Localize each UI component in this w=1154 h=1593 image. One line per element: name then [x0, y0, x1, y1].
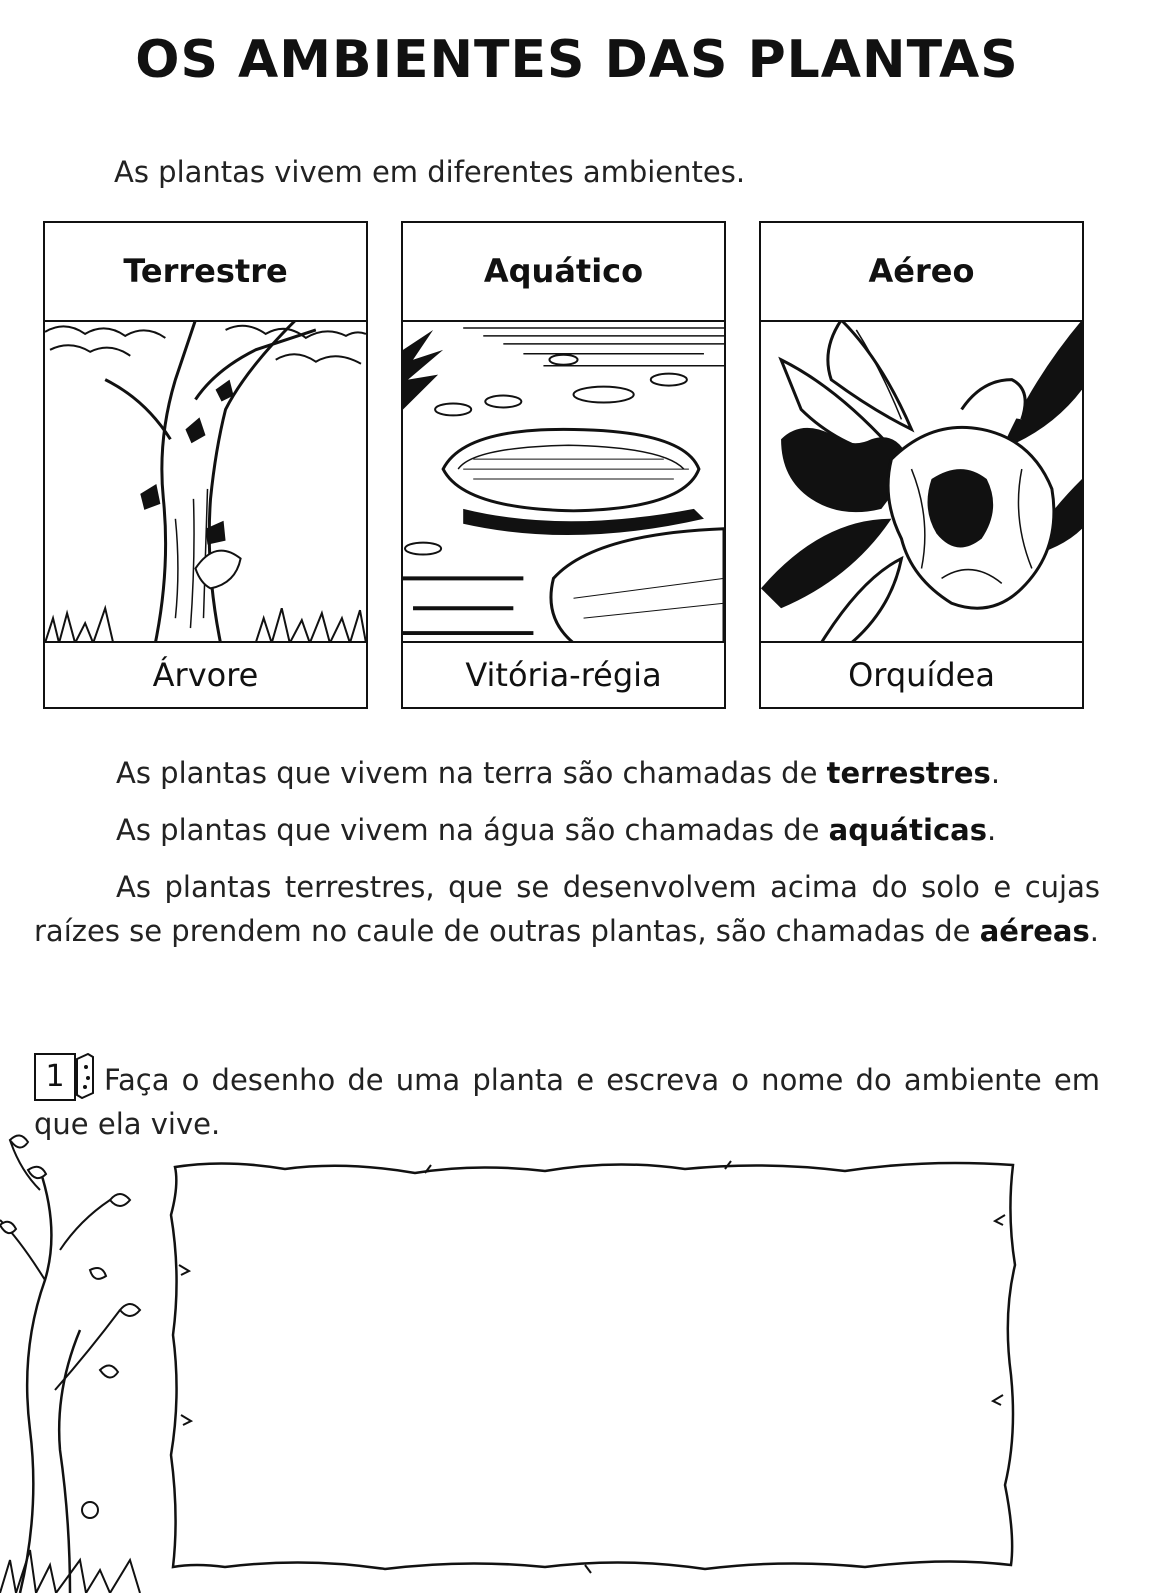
drawing-area[interactable]	[165, 1155, 1025, 1575]
card-heading: Terrestre	[45, 223, 366, 322]
paragraph-aereas	[34, 865, 1100, 953]
paragraph-end: .	[990, 756, 1001, 790]
orchid-illustration	[761, 320, 1082, 643]
exercise-instruction: Faça o desenho de uma planta e escreva o nome do ambiente em que ela vive.	[34, 1063, 1100, 1141]
card-heading: Aéreo	[761, 223, 1082, 322]
card-caption: Orquídea	[761, 641, 1082, 707]
term-aquaticas: aquáticas	[828, 813, 988, 847]
card-heading: Aquático	[403, 223, 724, 322]
card-aereo	[759, 221, 1084, 709]
card-caption: Árvore	[45, 641, 366, 707]
intro-text: As plantas vivem em diferentes ambientes.	[114, 155, 746, 189]
exercise-number-box: 1	[34, 1053, 76, 1101]
paragraph-text: As plantas terrestres, que se desenvolvem acima do solo e cujas raízes se prendem no caule de outras plantas, são chamadas de	[34, 870, 1100, 948]
paragraph-terrestres	[34, 751, 1100, 795]
tree-illustration	[45, 320, 366, 643]
tree-decoration	[0, 1130, 160, 1593]
paragraph-end: .	[1089, 914, 1099, 948]
water-lily-illustration	[403, 320, 724, 643]
page-title: OS AMBIENTES DAS PLANTAS	[135, 30, 1019, 90]
paragraph-text: As plantas que vivem na terra são chamadas de	[116, 756, 827, 790]
card-aquatico	[401, 221, 726, 709]
paragraph-end: .	[987, 813, 997, 847]
term-terrestres: terrestres	[826, 756, 991, 790]
term-aereas: aéreas	[979, 914, 1090, 948]
paragraph-text: As plantas que vivem na água são chamadas de	[116, 813, 829, 847]
card-terrestre	[43, 221, 368, 709]
paragraph-aquaticas	[34, 808, 1100, 852]
card-caption: Vitória-régia	[403, 641, 724, 707]
